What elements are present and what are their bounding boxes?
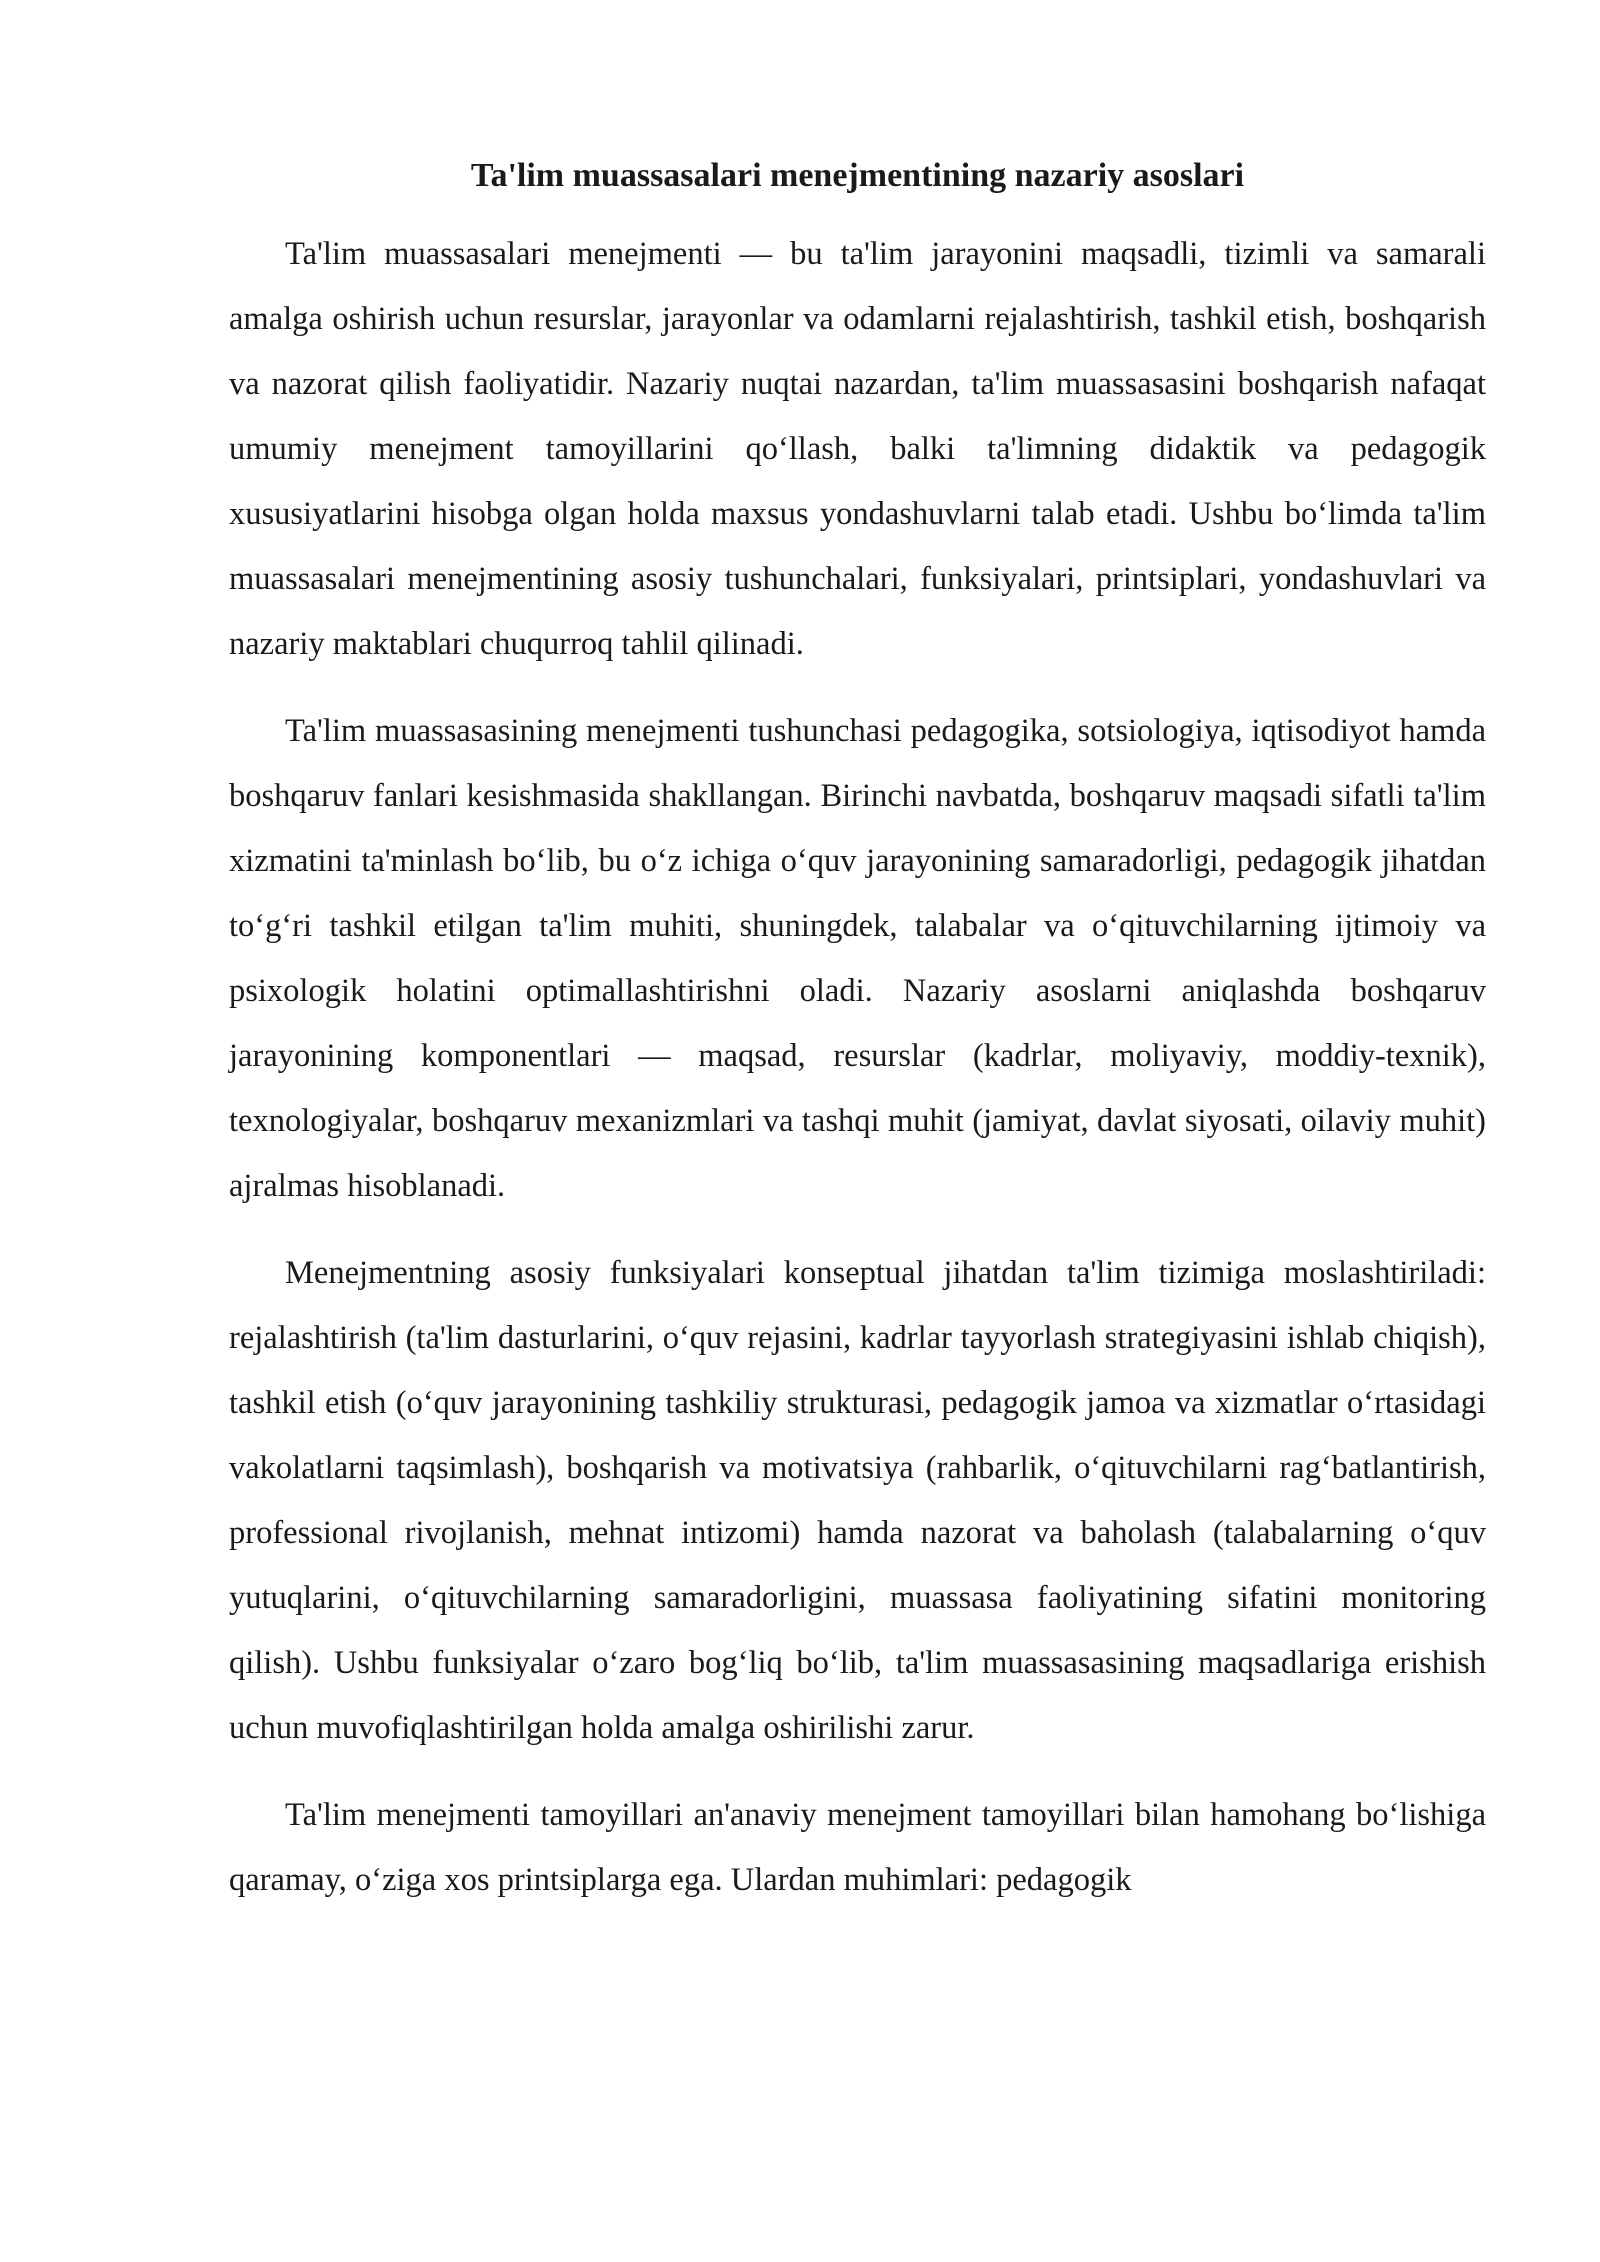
paragraph: Ta'lim muassasalari menejmenti — bu ta'lim jarayonini maqsadli, tizimli va samarali amalga oshirish uchun resurslar, jarayonlar va odamlarni rejalashtirish, tashkil etish, boshqarish va nazorat qilish faoliyatidir. Nazariy nuqtai nazardan, ta'lim muassasasini boshqarish nafaqat umumiy menejment tamoyillarini qoʻllash, balki ta'limning didaktik va pedagogik xususiyatlarini hisobga olgan holda maxsus yondashuvlarni talab etadi. Ushbu boʻlimda ta'lim muassasalari menejmentining asosiy tushunchalari, funksiyalari, printsiplari, yondashuvlari va nazariy maktablari chuqurroq tahlil qilinadi.: [229, 236, 1486, 662]
document-title: Ta'lim muassasalari menejmentining nazariy asoslari: [470, 157, 1245, 194]
document-body: [229, 150, 1486, 1935]
paragraph: Ta'lim menejmenti tamoyillari an'anaviy menejment tamoyillari bilan hamohang boʻlishiga qaramay, oʻziga xos printsiplarga ega. Ulardan muhimlari: pedagogik: [229, 1797, 1486, 1898]
paragraph: Menejmentning asosiy funksiyalari konseptual jihatdan ta'lim tizimiga moslashtiriladi: rejalashtirish (ta'lim dasturlarini, oʻquv rejasini, kadrlar tayyorlash strategiyasini ishlab chiqish), tashkil etish (oʻquv jarayonining tashkiliy strukturasi, pedagogik jamoa va xizmatlar oʻrtasidagi vakolatlarni taqsimlash), boshqarish va motivatsiya (rahbarlik, oʻqituvchilarni ragʻbatlantirish, professional rivojlanish, mehnat intizomi) hamda nazorat va baholash (talabalarning oʻquv yutuqlarini, oʻqituvchilarning samaradorligini, muassasa faoliyatining sifatini monitoring qilish). Ushbu funksiyalar oʻzaro bogʻliq boʻlib, ta'lim muassasasining maqsadlariga erishish uchun muvofiqlashtirilgan holda amalga oshirilishi zarur.: [229, 1255, 1486, 1746]
paragraph: Ta'lim muassasasining menejmenti tushunchasi pedagogika, sotsiologiya, iqtisodiyot hamda boshqaruv fanlari kesishmasida shakllangan. Birinchi navbatda, boshqaruv maqsadi sifatli ta'lim xizmatini ta'minlash boʻlib, bu oʻz ichiga oʻquv jarayonining samaradorligi, pedagogik jihatdan toʻgʻri tashkil etilgan ta'lim muhiti, shuningdek, talabalar va oʻqituvchilarning ijtimoiy va psixologik holatini optimallashtirishni oladi. Nazariy asoslarni aniqlashda boshqaruv jarayonining komponentlari — maqsad, resurslar (kadrlar, moliyaviy, moddiy-texnik), texnologiyalar, boshqaruv mexanizmlari va tashqi muhit (jamiyat, davlat siyosati, oilaviy muhit) ajralmas hisoblanadi.: [229, 713, 1486, 1204]
